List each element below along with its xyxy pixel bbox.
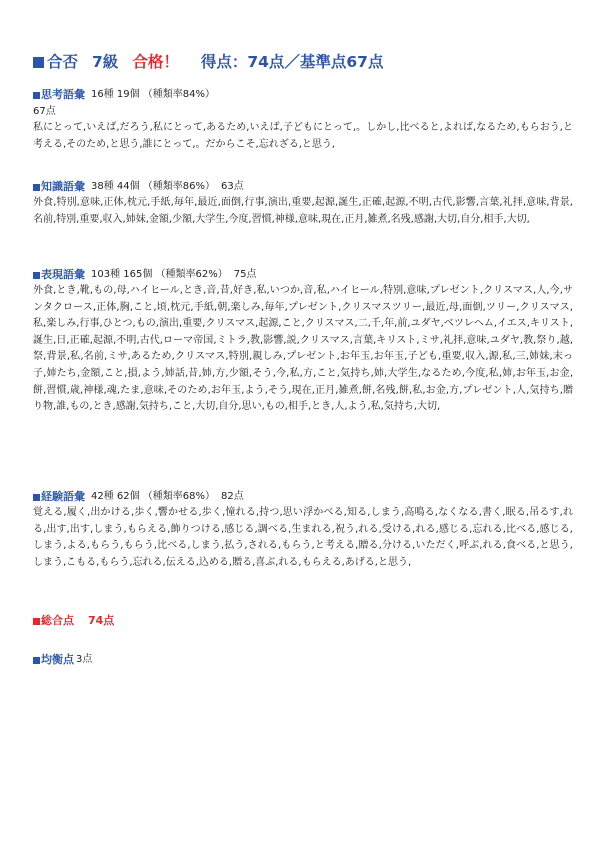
section-label: 思考語彙	[41, 88, 85, 101]
section-points: 75点	[233, 269, 257, 280]
section-experience-vocabulary	[33, 490, 573, 571]
pass-result: 合格！	[132, 53, 179, 71]
section-points: 82点	[221, 491, 244, 502]
section-square-icon	[33, 494, 40, 501]
section-word-list: 私にとって,いえば,だろう,私にとって,あるため,いえば,子どもにとって,。しかし,比べると,よれば,なるため,もらおう,と考える,そのため,と思う,誰にとって,。だからこそ,忘れざる,と思う,	[33, 122, 573, 150]
balance-square-icon	[33, 657, 40, 664]
section-square-icon	[33, 92, 40, 99]
balance-value: 3点	[76, 654, 93, 665]
total-square-icon	[33, 618, 40, 625]
section-stats: 103種 165個 （種類率62%）	[91, 269, 228, 280]
section-square-icon	[33, 272, 40, 279]
section-expression-vocabulary	[33, 268, 573, 416]
grade-label: 7級	[92, 53, 119, 71]
section-stats: 38種 44個 （種類率86%）	[91, 181, 216, 192]
section-stats: 42種 62個 （種類率68%）	[91, 491, 216, 502]
header-square-icon	[33, 57, 44, 68]
section-knowledge-vocabulary	[33, 180, 573, 228]
total-label: 総合点	[41, 614, 74, 627]
section-heading	[33, 88, 573, 102]
result-header	[33, 50, 573, 72]
total-value: 74点	[88, 614, 115, 627]
section-label: 経験語彙	[41, 490, 85, 503]
header-label: 合否	[47, 53, 79, 71]
section-points: 67点	[33, 106, 56, 117]
section-word-list: 覚える,履く,出かける,歩く,響かせる,歩く,憧れる,持つ,思い浮かべる,知る,しまう,高鳴る,なくなる,書く,眠る,吊るす,れる,出す,出す,しまう,もらえる,飾りつける,感じる,調べる,生まれる,祝う,れる,受ける,れる,感じる,忘れる,比べる,感じる,しまう,よる,もらう,もらう,比べる,しまう,払う,される,もらう,と考える,贈る,分ける,いただく,呼ぶ,れる,食べる,と思う,しまう,こもる,もらう,忘れる,伝える,込める,贈る,喜ぶ,れる,もらえる,あげる,と思う,	[33, 507, 573, 568]
section-square-icon	[33, 184, 40, 191]
section-label: 表現語彙	[41, 268, 85, 281]
section-heading	[33, 268, 573, 282]
section-points: 63点	[221, 181, 244, 192]
section-word-list: 外食,特別,意味,正体,枕元,手紙,毎年,最近,面倒,行事,演出,重要,起源,誕生,正確,起源,不明,古代,影響,言葉,礼拝,意味,背景,名前,特別,重要,収入,姉妹,金額,少額,大学生,今度,習慣,神様,意味,現在,正月,雑煮,名残,感謝,大切,自分,相手,大切,	[33, 197, 573, 225]
section-stats: 16種 19個 （種類率84%）	[91, 89, 216, 100]
balance-label: 均衡点	[41, 653, 74, 666]
section-word-list: 外食,とき,靴,もの,母,ハイヒール,とき,音,昔,好き,私,いつか,音,私,ハイヒール,特別,意味,プレゼント,クリスマス,人,今,サンタクロース,正体,胸,こと,頃,枕元,手紙,朝,楽しみ,毎年,プレゼント,クリスマスツリー,最近,母,面倒,ツリー,クリスマス,私,楽しみ,行事,ひとつ,もの,演出,重要,クリスマス,起源,こと,クリスマス,二,千,年,前,ユダヤ,ベツレヘム,イエス,キリスト,誕生,日,正確,起源,不明,古代,ローマ帝国,ミトラ,教,影響,説,クリスマス,言葉,キリスト,ミサ,礼拝,意味,ユダヤ,教,祭り,越,祭,背景,私,名前,ミサ,あるため,クリスマス,特別,親しみ,プレゼント,お年玉,お年玉,子ども,重要,収入,源,私,三,姉妹,末っ子,姉たち,金額,こと,損,よう,姉話,昔,姉,方,少額,そう,今,私,方,こと,気持ち,姉,大学生,なるため,今度,私,姉,お年玉,お金,餅,習慣,歳,神様,魂,たま,意味,そのため,お年玉,よう,そう,現在,正月,雑煮,餅,名残,餅,私,お金,方,プレゼント,人,気持ち,贈り物,誰,もの,とき,感謝,気持ち,こと,大切,自分,思い,もの,相手,とき,人,よう,私,気持ち,大切,	[33, 285, 573, 413]
total-score	[33, 614, 573, 628]
score-summary: 得点：74点／基準点67点	[200, 53, 384, 71]
section-heading	[33, 490, 573, 504]
section-thinking-vocabulary	[33, 88, 573, 153]
section-heading	[33, 180, 573, 194]
section-label: 知識語彙	[41, 180, 85, 193]
balance-score	[33, 653, 573, 667]
